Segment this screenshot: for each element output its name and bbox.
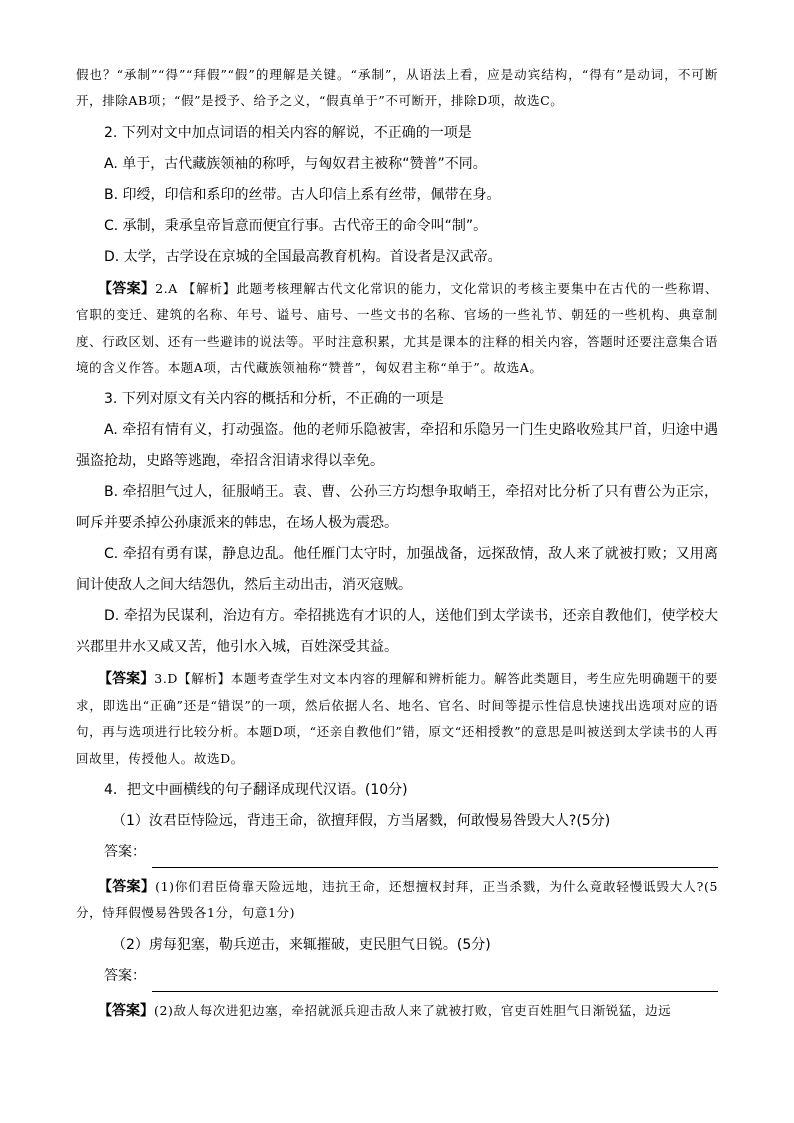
answer-field-2 bbox=[76, 961, 718, 992]
answer-body: 2.A 【解析】此题考核理解古代文化常识的能力，文化常识的考核主要集中在古代的一些称谓、官职的变迁、建筑的名称、年号、谥号、庙号、一些文书的名称、官场的一些礼节、朝廷的一些机构、典章制度、行政区划、还有一些避讳的说法等。平时注意积累，尤其是课本的注释的相关内容，答题时还要注意集合语境的含义作答。本题A项，古代藏族领袖称“赞普”，匈奴君主称“单于”。故选A。 bbox=[76, 280, 718, 376]
question-4-answer-2 bbox=[76, 998, 718, 1024]
question-3-option-a: A. 牵招有情有义，打动强盗。他的老师乐隐被害，牵招和乐隐另一门生史路收殓其尸首，归途中遇强盗抢劫，史路等逃跑，牵招含泪请求得以幸免。 bbox=[76, 422, 718, 470]
answer-tag: 【答案】 bbox=[98, 879, 156, 896]
question-2-option-a: A. 单于，古代藏族领袖的称呼，与匈奴君主被称“赞普”不同。 bbox=[104, 155, 487, 172]
question-2-option-c: C. 承制，秉承皇帝旨意而便宜行事。古代帝王的命令叫“制”。 bbox=[104, 217, 488, 234]
answer-field-label: 答案： bbox=[104, 844, 146, 861]
answer-input-line-1[interactable] bbox=[152, 845, 718, 868]
question-2-option-b: B. 印绶，印信和系印的丝带。古人印信上系有丝带，佩带在身。 bbox=[104, 186, 501, 203]
question-4-sub-2: （2）虏每犯塞，勒兵逆击，来辄摧破，吏民胆气日锐。(5分) bbox=[112, 936, 491, 953]
question-4-stem: 4．把文中画横线的句子翻译成现代汉语。(10分) bbox=[104, 782, 408, 799]
answer-body: 3.D【解析】本题考查学生对文本内容的理解和辨析能力。解答此类题目，考生应先明确题干的要求，即选出“正确”还是“错误”的一项，然后依据人名、地名、官名、时间等提示性信息快速找出选项对应的语句，再与选项进行比较分析。本题D项，“还亲自教他们”错，原文“还相授教”的意思是叫被送到太学读书的人再回故里，传授他人。故选D。 bbox=[76, 671, 718, 766]
question-2-answer bbox=[76, 276, 718, 382]
answer-field-label: 答案： bbox=[104, 967, 146, 984]
question-3-option-d: D. 牵招为民谋利，治边有方。牵招挑选有才识的人，送他们到太学读书，还亲自教他们，使学校大兴郡里井水又咸又苦，他引水入城，百姓深受其益。 bbox=[76, 608, 718, 656]
answer-continuation: 假也？“承制”“得”“拜假”“假”的理解是关键。“承制”，从语法上看，应是动宾结构，“得有”是动词，不可断开，排除AB项；“假”是授予、给予之义，“假真单于”不可断开，排除D项，故选C。 bbox=[76, 67, 718, 109]
answer-tag: 【答案】 bbox=[98, 671, 155, 688]
answer-input-line-2[interactable] bbox=[152, 969, 718, 992]
question-3-stem: 3. 下列对原文有关内容的概括和分析，不正确的一项是 bbox=[104, 391, 444, 408]
question-2-option-d: D. 太学，古学设在京城的全国最高教育机构。首设者是汉武帝。 bbox=[104, 248, 502, 265]
question-4-sub-1: （1）汝君臣恃险远，背违王命，欲擅拜假，方当屠戮，何敢慢易咎毁大人?(5分) bbox=[112, 813, 611, 830]
question-2-stem: 2. 下列对文中加点词语的相关内容的解说，不正确的一项是 bbox=[104, 124, 472, 141]
question-3-option-c: C. 牵招有勇有谋，静息边乱。他任雁门太守时，加强战备，远探敌情，敌人来了就被打败；又用离间计使敌人之间大结怨仇，然后主动出击，消灭寇贼。 bbox=[76, 546, 718, 594]
answer-body: (1)你们君臣倚靠天险远地，违抗王命，还想擅权封拜，正当杀戮，为什么竟敢轻慢诋毁大人?(5分，恃拜假慢易咎毁各1分，句意1分) bbox=[76, 879, 719, 921]
question-3-answer bbox=[76, 666, 718, 772]
answer-tag: 【答案】 bbox=[98, 1002, 154, 1019]
answer-tag: 【答案】 bbox=[98, 280, 156, 297]
answer-body: (2)敌人每次进犯边塞，牵招就派兵迎击敌人来了就被打败，官吏百姓胆气日渐锐猛，边远 bbox=[154, 1002, 672, 1018]
answer-field-1 bbox=[76, 837, 718, 868]
question-3-option-b: B. 牵招胆气过人，征服峭王。袁、曹、公孙三方均想争取峭王，牵招对比分析了只有曹公为正宗，呵斥并要杀掉公孙康派来的韩忠，在场人极为震恐。 bbox=[76, 484, 718, 532]
question-4-answer-1 bbox=[76, 874, 718, 927]
